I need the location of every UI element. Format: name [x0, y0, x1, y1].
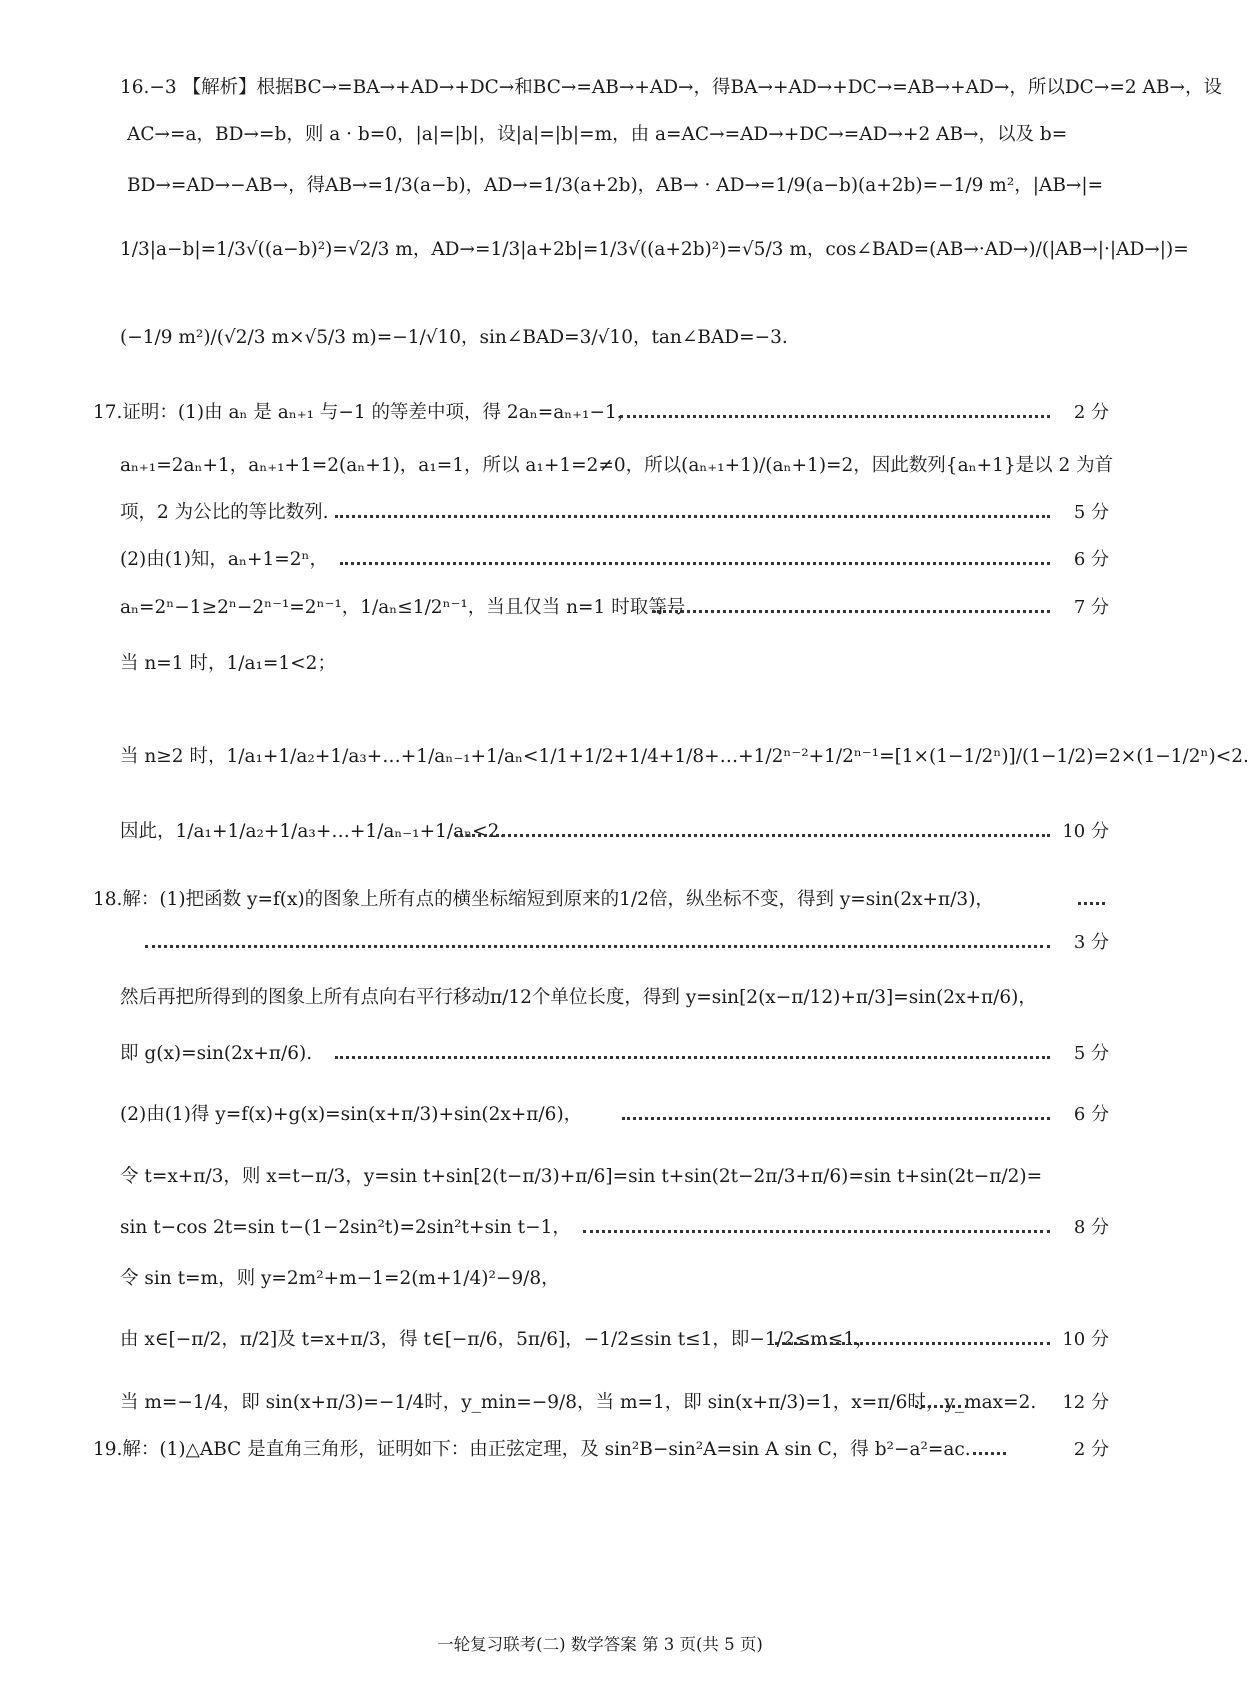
dot-leader: [775, 1342, 1050, 1345]
line-text: 当 n=1 时，1/a₁=1<2；: [120, 653, 336, 674]
dot-leader: [1078, 902, 1105, 905]
score-mark: 2 分: [1073, 402, 1109, 423]
answer-line: [0, 735, 1249, 779]
answer-line: [0, 976, 1200, 1020]
dot-leader: [915, 1405, 968, 1408]
dot-leader: [335, 1056, 1050, 1059]
answer-line: [0, 1032, 1200, 1076]
dot-leader: [335, 515, 1050, 518]
dot-leader: [145, 945, 1050, 948]
answer-line: [0, 1155, 1200, 1199]
answer-line: [0, 538, 1200, 582]
score-mark: 10 分: [1062, 821, 1109, 842]
answer-line: [0, 1093, 1200, 1137]
score-mark: 12 分: [1062, 1392, 1109, 1413]
answer-line: [0, 1428, 1200, 1472]
answer-line: [0, 491, 1200, 535]
line-text: (2)由(1)知，aₙ+1=2ⁿ，: [120, 549, 328, 570]
line-text: 然后再把所得到的图象上所有点向右平行移动π/12个单位长度，得到 y=sin[2(x−π/12)+π/3]=sin(2x+π/6)，: [120, 987, 1037, 1008]
score-mark: 5 分: [1073, 1043, 1109, 1064]
dot-leader: [583, 1230, 1050, 1233]
dot-leader: [455, 834, 1050, 837]
score-mark: 5 分: [1073, 502, 1109, 523]
score-mark: 10 分: [1062, 1329, 1109, 1350]
line-text: 1/3|a−b|=1/3√((a−b)²)=√2/3 m，AD→=1/3|a+2b|=1/3√((a+2b)²)=√5/3 m，cos∠BAD=(AB→·AD→)/(|AB→|·|AD→|)=: [120, 239, 1189, 260]
answer-line: [0, 586, 1200, 630]
answer-line: [0, 921, 1200, 965]
line-text: 17.证明：(1)由 aₙ 是 aₙ₊₁ 与−1 的等差中项，得 2aₙ=aₙ₊₁−1，: [93, 402, 636, 423]
answer-line: [0, 1206, 1200, 1250]
answer-line: [0, 1257, 1200, 1301]
dot-leader: [340, 562, 1050, 565]
line-text: (2)由(1)得 y=f(x)+g(x)=sin(x+π/3)+sin(2x+π/6)，: [120, 1104, 583, 1125]
answer-line: [0, 810, 1200, 854]
score-mark: 6 分: [1073, 1104, 1109, 1125]
answer-line: [0, 113, 1200, 157]
answer-line: [0, 316, 1200, 360]
line-text: 即 g(x)=sin(2x+π/6).: [120, 1043, 313, 1064]
dot-leader: [652, 610, 1050, 613]
line-text: 当 m=−1/4，即 sin(x+π/3)=−1/4时，y_min=−9/8，当 m=1，即 sin(x+π/3)=1，x=π/6时，y_max=2.: [120, 1392, 1037, 1413]
line-text: 当 n≥2 时，1/a₁+1/a₂+1/a₃+…+1/aₙ₋₁+1/aₙ<1/1+1/2+1/4+1/8+…+1/2ⁿ⁻²+1/2ⁿ⁻¹=[1×(1−1/2ⁿ)]/(1−1/2)=2×(1−1/2ⁿ)<2.: [120, 746, 1249, 767]
page-footer: 一轮复习联考(二) 数学答案 第 3 页(共 5 页): [437, 1635, 763, 1654]
line-text: aₙ₊₁=2aₙ+1，aₙ₊₁+1=2(aₙ+1)，a₁=1，所以 a₁+1=2≠0，所以(aₙ₊₁+1)/(aₙ+1)=2，因此数列{aₙ+1}是以 2 为首: [120, 455, 1114, 476]
answer-line: [0, 1318, 1200, 1362]
line-text: AC→=a，BD→=b，则 a · b=0，|a|=|b|，设|a|=|b|=m，由 a=AC→=AD→+DC→=AD→+2 AB→，以及 b=: [127, 124, 1068, 145]
dot-leader: [973, 1452, 1006, 1455]
line-text: (−1/9 m²)/(√2/3 m×√5/3 m)=−1/√10，sin∠BAD=3/√10，tan∠BAD=−3.: [120, 327, 788, 348]
line-text: 16.−3 【解析】根据BC→=BA→+AD→+DC→和BC→=AB→+AD→，得BA→+AD→+DC→=AB→+AD→，所以DC→=2 AB→，设: [120, 77, 1222, 98]
answer-line: [0, 391, 1200, 435]
answer-line: [0, 642, 1200, 686]
score-mark: 8 分: [1073, 1217, 1109, 1238]
line-text: 令 sin t=m，则 y=2m²+m−1=2(m+1/4)²−9/8，: [120, 1268, 560, 1289]
line-text: aₙ=2ⁿ−1≥2ⁿ−2ⁿ⁻¹=2ⁿ⁻¹，1/aₙ≤1/2ⁿ⁻¹，当且仅当 n=1 时取等号.: [120, 597, 692, 618]
answer-line: [0, 444, 1200, 488]
answer-line: [0, 66, 1222, 110]
dot-leader: [620, 415, 1050, 418]
answer-line: [0, 878, 1200, 922]
line-text: BD→=AD→−AB→，得AB→=1/3(a−b)，AD→=1/3(a+2b)，AB→ · AD→=1/9(a−b)(a+2b)=−1/9 m²，|AB→|=: [127, 175, 1104, 196]
score-mark: 3 分: [1073, 932, 1109, 953]
line-text: 项，2 为公比的等比数列.: [120, 502, 329, 523]
answer-line: [0, 1381, 1200, 1425]
line-text: sin t−cos 2t=sin t−(1−2sin²t)=2sin²t+sin t−1，: [120, 1217, 571, 1238]
answer-line: [0, 228, 1200, 272]
line-text: 19.解：(1)△ABC 是直角三角形，证明如下：由正弦定理，及 sin²B−sin²A=sin A sin C，得 b²−a²=ac.: [93, 1439, 971, 1460]
line-text: 令 t=x+π/3，则 x=t−π/3，y=sin t+sin[2(t−π/3)+π/6]=sin t+sin(2t−2π/3+π/6)=sin t+sin(2t−π/2)=: [120, 1166, 1043, 1187]
line-text: 18.解：(1)把函数 y=f(x)的图象上所有点的横坐标缩短到原来的1/2倍，纵坐标不变，得到 y=sin(2x+π/3)，: [93, 889, 994, 910]
line-text: 由 x∈[−π/2，π/2]及 t=x+π/3，得 t∈[−π/6，5π/6]，−1/2≤sin t≤1，即−1/2≤m≤1，: [120, 1329, 874, 1350]
line-text: 因此，1/a₁+1/a₂+1/a₃+…+1/aₙ₋₁+1/aₙ<2.: [120, 821, 506, 842]
score-mark: 2 分: [1073, 1439, 1109, 1460]
score-mark: 6 分: [1073, 549, 1109, 570]
dot-leader: [622, 1117, 1050, 1120]
score-mark: 7 分: [1073, 597, 1109, 618]
answer-line: [0, 164, 1200, 208]
